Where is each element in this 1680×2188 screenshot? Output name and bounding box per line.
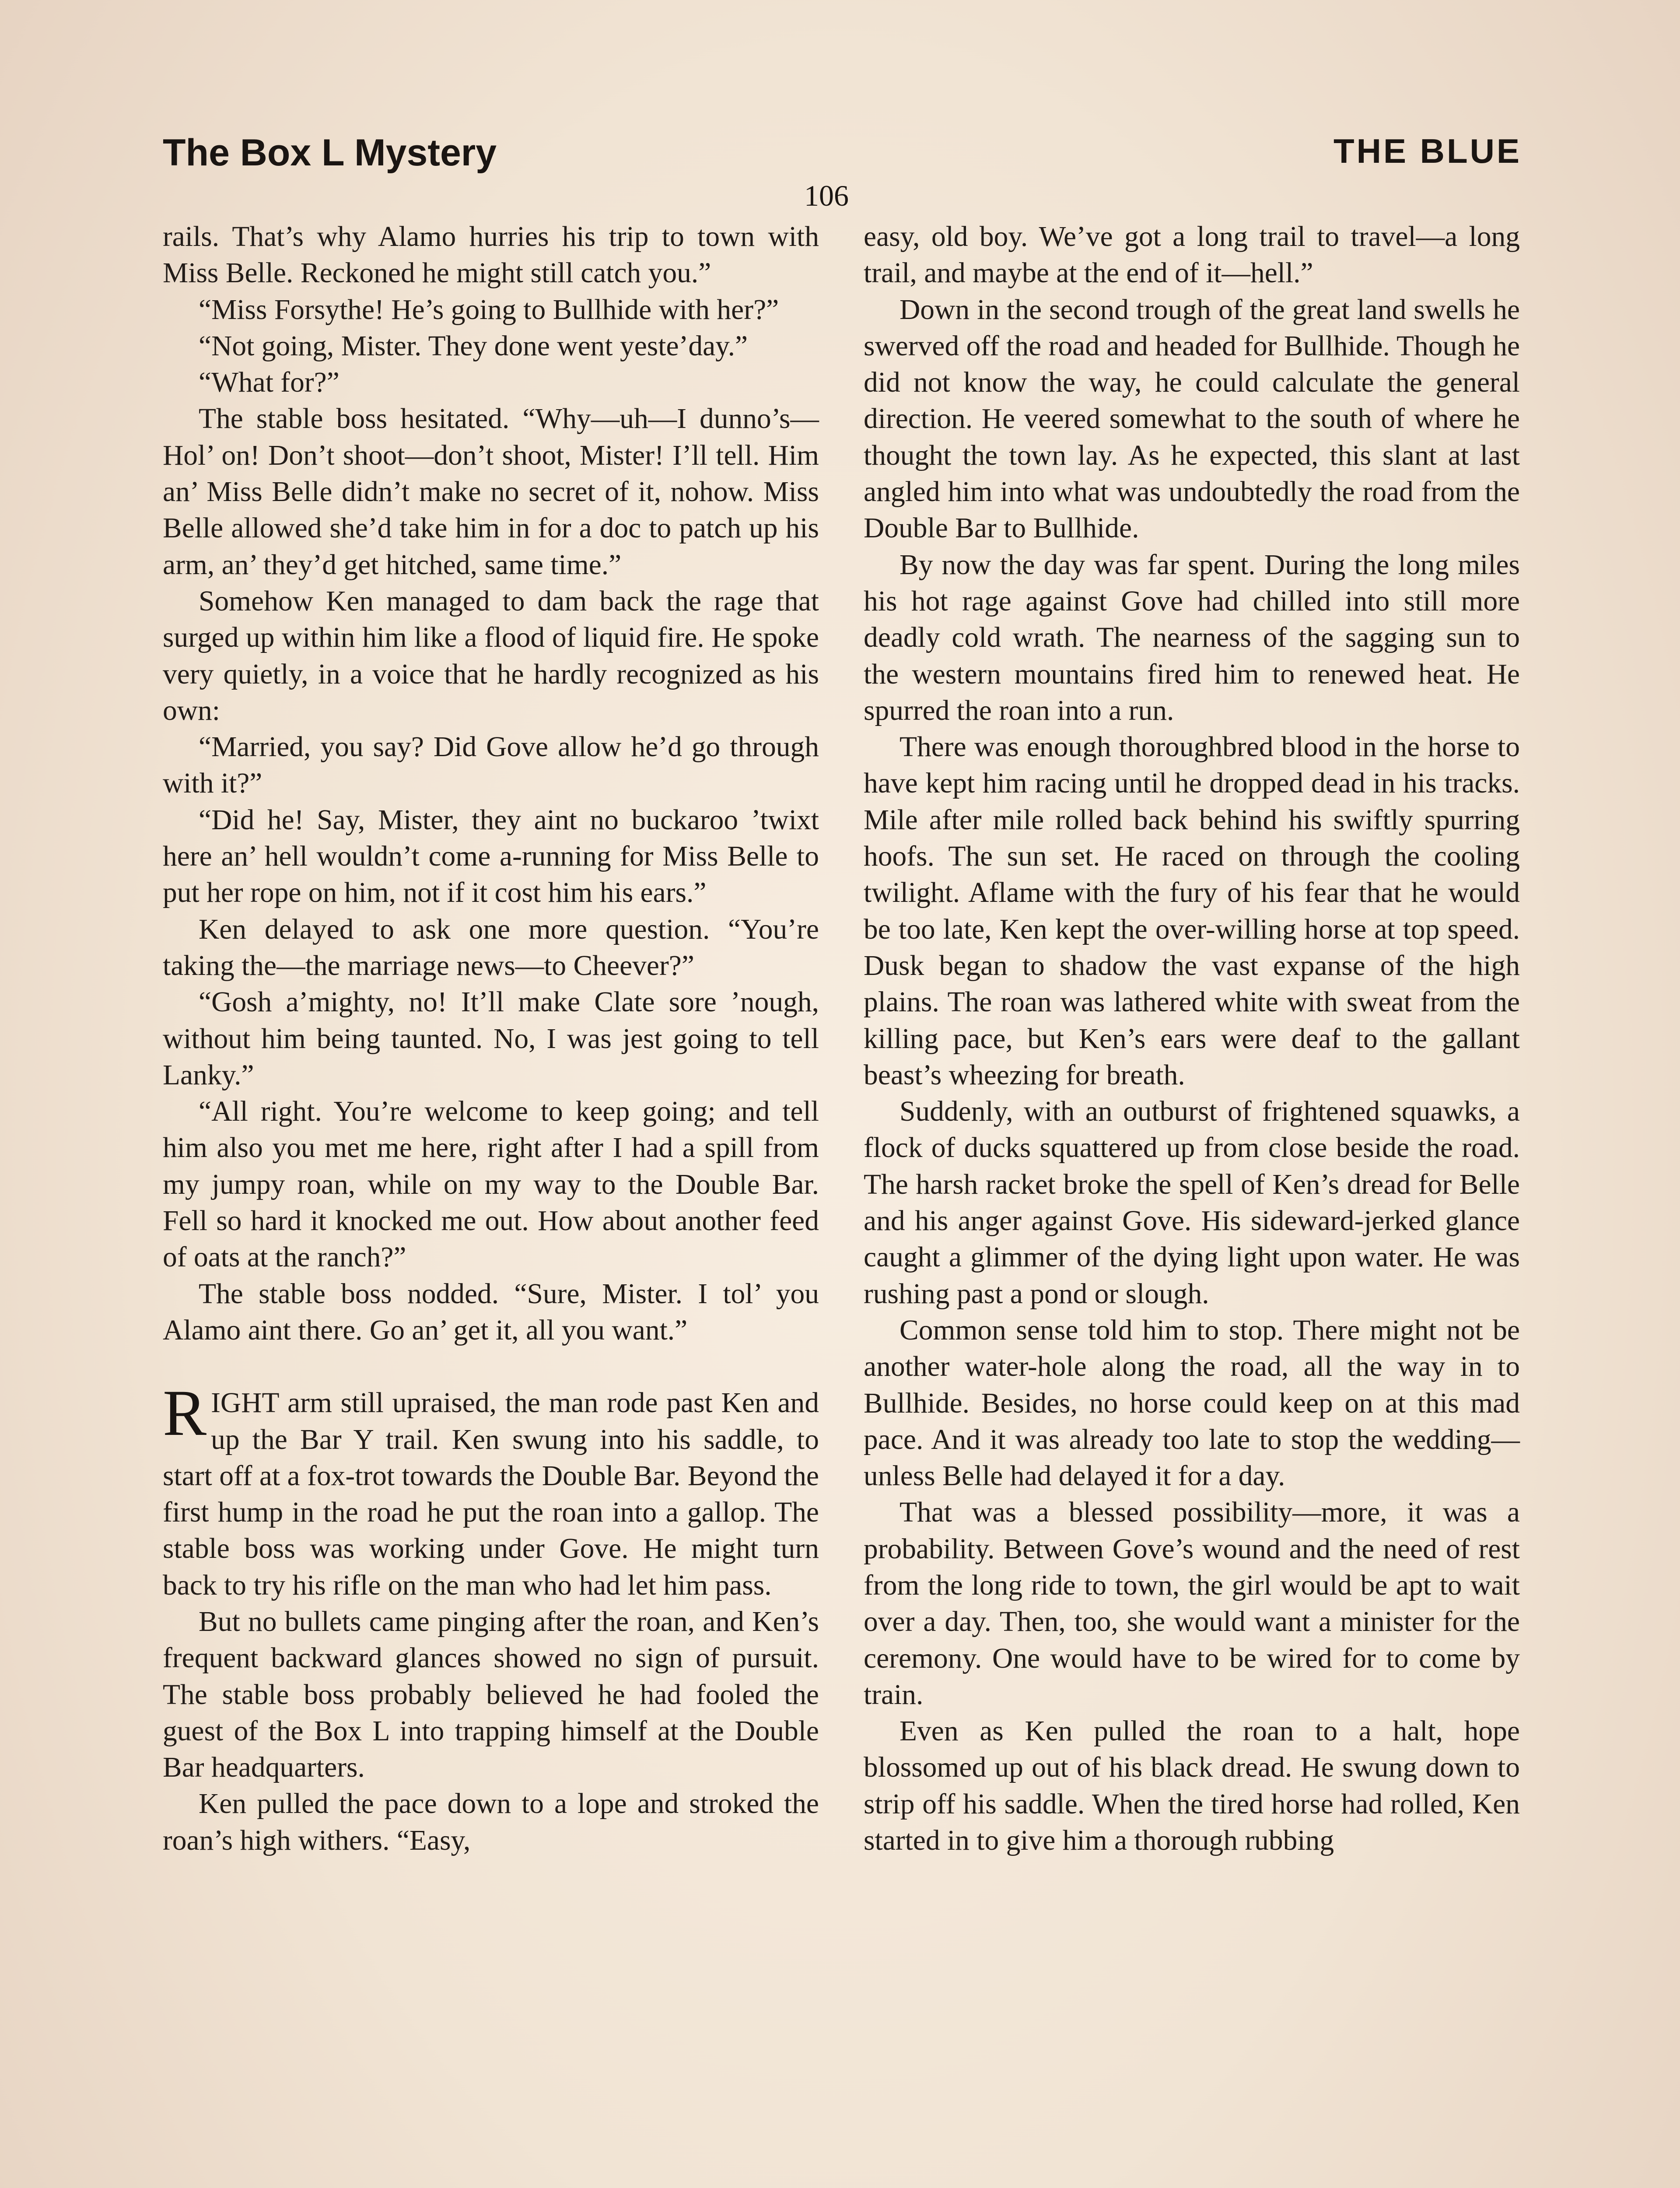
paragraph: rails. That’s why Alamo hurries his trip to town with Miss Belle. Reckoned he might still catch you.” — [163, 221, 819, 289]
paragraph: Somehow Ken managed to dam back the rage that surged up within him like a flood of liquid fire. He spoke very quietly, in a voice that he hardly recognized as his own: — [163, 585, 819, 726]
right-column — [864, 219, 1520, 1859]
paragraph: By now the day was far spent. During the long miles his hot rage against Gove had chilled into still more deadly cold wrath. The nearness of the sagging sun to the western mountains fired him to renewed heat. He spurred the roan into a run. — [864, 549, 1520, 726]
paragraph: The stable boss hesitated. “Why—uh—I dunno’s— Hol’ on! Don’t shoot—don’t shoot, Mister! I’ll tell. Him an’ Miss Belle didn’t make no secret of it, nohow. Miss Belle allowed she’d take him in for a doc to patch up his arm, an’ they’d get hitched, same time.” — [163, 403, 819, 581]
paragraph: “Gosh a’mighty, no! It’ll make Clate sore ’nough, without him being taunted. No, I was jest going to tell Lanky.” — [163, 986, 819, 1091]
paragraph: “What for?” — [199, 367, 340, 399]
magazine-title: THE BLUE — [1334, 132, 1522, 170]
paragraph: “Miss Forsythe! He’s going to Bullhide with her?” — [199, 294, 779, 326]
paragraph: Common sense told him to stop. There might not be another water-hole along the road, all the way in to Bullhide. Besides, no horse could keep on at this mad pace. And it was already too late to stop the wedding—unless Belle had delayed it for a day. — [864, 1314, 1520, 1492]
drop-cap-paragraph — [163, 1377, 819, 1604]
left-column — [163, 219, 819, 1859]
paragraph: That was a blessed possibility—more, it was a probability. Between Gove’s wound and the need of rest from the long ride to town, the girl would be apt to wait over a day. Then, too, she would want a minister for the ceremony. One would have to be wired for to come by train. — [864, 1497, 1520, 1711]
paragraph: Ken delayed to ask one more question. “You’re taking the—the marriage news—to Cheever?” — [163, 913, 819, 982]
paragraph: There was enough thoroughbred blood in the horse to have kept him racing until he dropped dead in his tracks. Mile after mile rolled back behind his swiftly spurring hoofs. The sun set. He raced on through the cooling twilight. Aflame with the fury of his fear that he would be too late, Ken kept the over-willing horse at top speed. Dusk began to shadow the vast expanse of the high plains. The roan was lathered white with sweat from the killing pace, but Ken’s ears were deaf to the gallant beast’s wheezing for breath. — [864, 731, 1520, 1091]
paragraph: “Not going, Mister. They done went yeste’day.” — [199, 330, 748, 362]
story-title: The Box L Mystery — [163, 132, 497, 174]
paragraph: easy, old boy. We’ve got a long trail to travel—a long trail, and maybe at the end of it—hell.” — [864, 221, 1520, 289]
paragraph: “Did he! Say, Mister, they aint no buckaroo ’twixt here an’ hell wouldn’t come a-running for Miss Belle to put her rope on him, not if it cost him his ears.” — [163, 804, 819, 909]
paragraph: But no bullets came pinging after the roan, and Ken’s frequent backward glances showed no sign of pursuit. The stable boss probably believed he had fooled the guest of the Box L into trapping himself at the Double Bar headquarters. — [163, 1606, 819, 1784]
drop-cap-paragraph-text: IGHT arm still upraised, the man rode past Ken and up the Bar Y trail. Ken swung into his saddle, to start off at a fox-trot towards the Double Bar. Beyond the first hump in the road he put the roan into a gallop. The stable boss was working under Gove. He might turn back to try his rifle on the man who had let him pass. — [163, 1387, 819, 1601]
paragraph: Suddenly, with an outburst of frightened squawks, a flock of ducks squattered up from close beside the road. The harsh racket broke the spell of Ken’s dread for Belle and his anger against Gove. His sideward-jerked glance caught a glimmer of the dying light upon water. He was rushing past a pond or slough. — [864, 1096, 1520, 1310]
drop-cap: R — [163, 1377, 207, 1450]
paragraph: Even as Ken pulled the roan to a halt, hope blossomed up out of his black dread. He swung down to strip off his saddle. When the tired horse had rolled, Ken started in to give him a thorough rubbing — [864, 1715, 1520, 1857]
paragraph: “All right. You’re welcome to keep going; and tell him also you met me here, right after I had a spill from my jumpy roan, while on my way to the Double Bar. Fell so hard it knocked me out. How about another feed of oats at the ranch?” — [163, 1096, 819, 1273]
paragraph: The stable boss nodded. “Sure, Mister. I tol’ you Alamo aint there. Go an’ get it, all you want.” — [163, 1278, 819, 1346]
paragraph: Ken pulled the pace down to a lope and stroked the roan’s high withers. “Easy, — [163, 1788, 819, 1856]
paragraph: “Married, you say? Did Gove allow he’d go through with it?” — [163, 731, 819, 799]
paragraph: Down in the second trough of the great land swells he swerved off the road and headed for Bullhide. Though he did not know the way, he could calculate the general direction. He veered somewhat to the south of where he thought the town lay. As he expected, this slant at last angled him into what was undoubtedly the road from the Double Bar to Bullhide. — [864, 294, 1520, 544]
page-number: 106 — [804, 179, 849, 212]
